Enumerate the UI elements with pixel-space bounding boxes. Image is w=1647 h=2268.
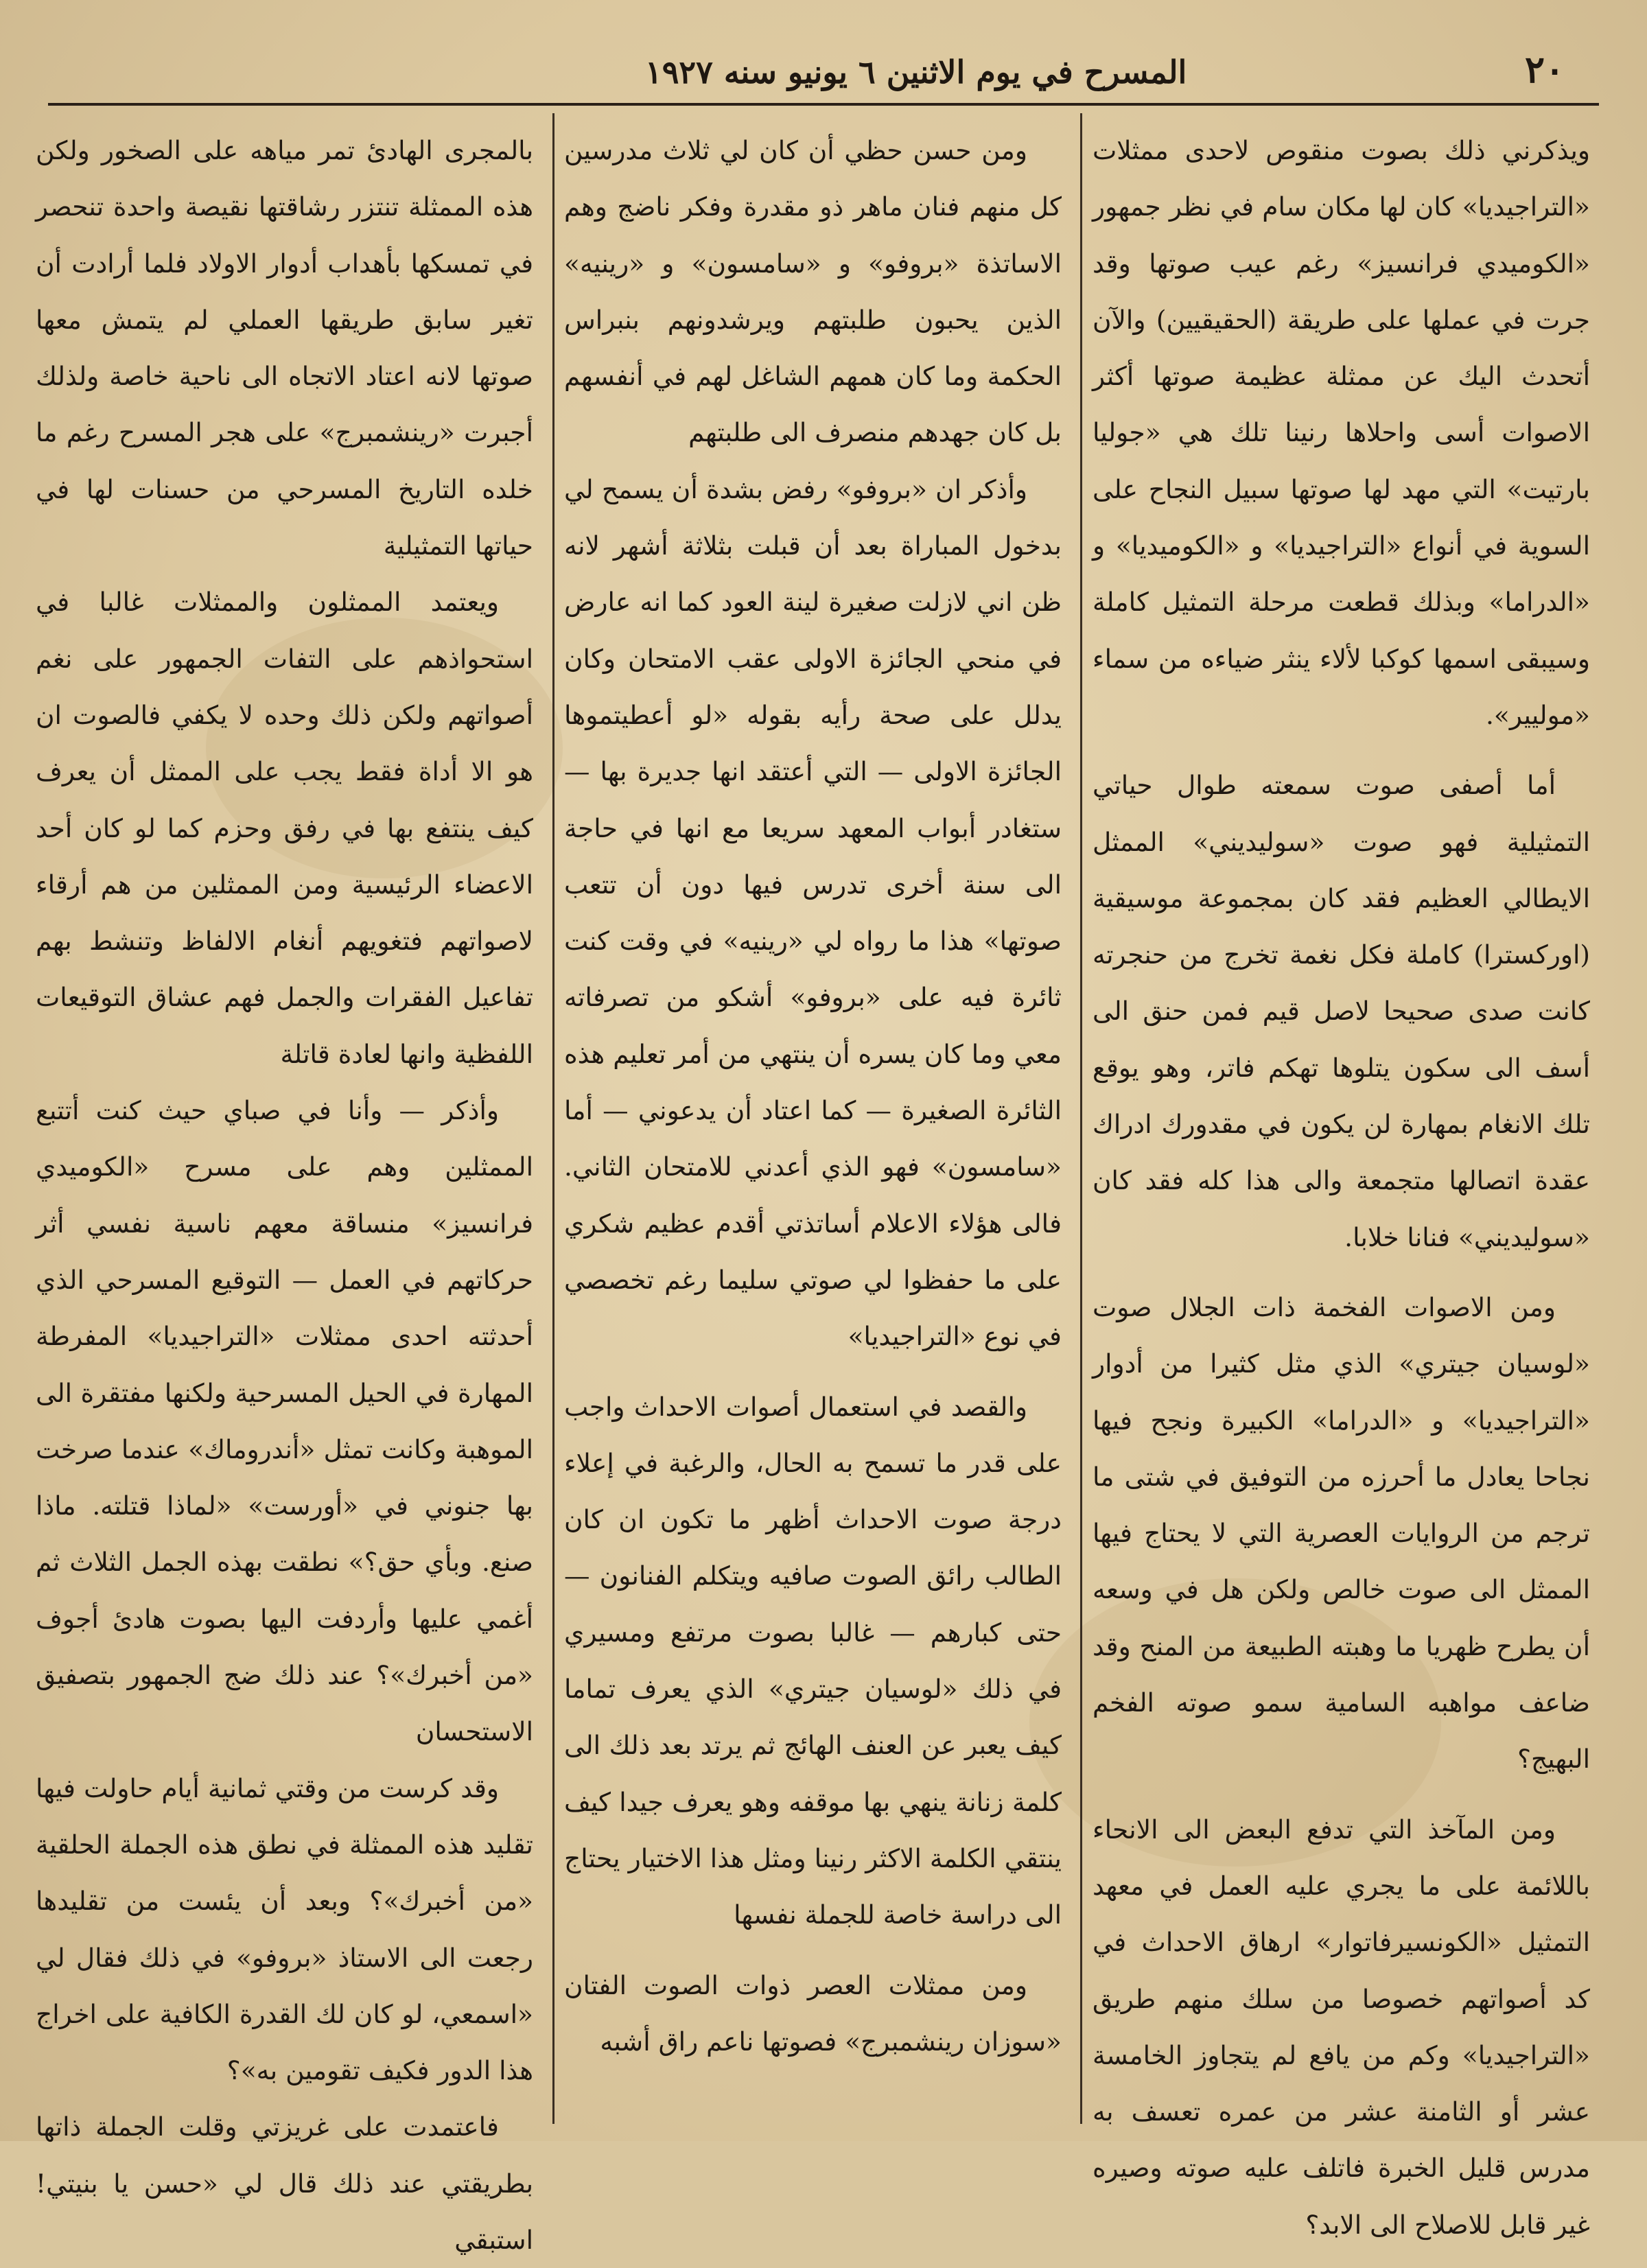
column-rule xyxy=(552,113,554,2124)
column-left xyxy=(36,122,533,2255)
paragraph: أما أصفى صوت سمعته طوال حياتي التمثيلية فهو صوت «سوليديني» الممثل الايطالي العظيم فقد كان بمجموعة موسيقية (اوركسترا) كاملة فكل نغمة تخرج من حنجرته كانت صدى صحيحا لاصل قيم فمن حنق الى أسف الى سكون يتلوها تهكم فاتر، وهو يوقع تلك الانغام بمهارة لن يكون في مقدورك ادراك عقدة اتصالها متجمعة والى هذا كله فقد كان «سوليديني» فنانا خلابا. xyxy=(1093,770,1590,1252)
paragraph: ومن ممثلات العصر ذوات الصوت الفتان «سوزان رينشمبرج» فصوتها ناعم راق أشبه xyxy=(564,1969,1062,2057)
paragraph: بالمجرى الهادئ تمر مياهه على الصخور ولكن هذه الممثلة تنتزر رشاقتها نقيصة واحدة تنحصر في تمسكها بأهداب أدوار الاولاد فلما أرادت أن تغير سابق طريقها العملي لم يتمش معها صوتها لانه اعتاد الاتجاه الى ناحية خاصة ولذلك أجبرت «رينشمبرج» على هجر المسرح رغم ما خلده التاريخ المسرحي من حسنات لها في حياتها التمثيلية xyxy=(36,135,533,561)
paragraph: ومن حسن حظي أن كان لي ثلاث مدرسين كل منهم فنان ماهر ذو مقدرة وفكر ناضج وهم الاساتذة «بروفو» و «سامسون» و «رينيه» الذين يحبون طلبتهم ويرشدونهم بنبراس الحكمة وما كان همهم الشاغل لهم في أنفسهم بل كان جهدهم منصرف الى طلبتهم xyxy=(564,135,1062,448)
paragraph: فاعتمدت على غريزتي وقلت الجملة ذاتها بطريقتي عند ذلك قال لي «حسن يا بنيتي! استبقي xyxy=(36,2112,533,2255)
running-head: المسرح في يوم الاثنين ٦ يونيو سنه ١٩٢٧ xyxy=(645,54,1187,91)
page-header xyxy=(48,38,1592,91)
paragraph: والقصد في استعمال أصوات الاحداث واجب على قدر ما تسمح به الحال، والرغبة في إعلاء درجة صوت الاحداث أظهر ما تكون ان كان الطالب رائق الصوت صافيه ويتكلم الفنانون — حتى كبارهم — غالبا بصوت مرتفع ومسيري في ذلك «لوسيان جيتري» الذي يعرف تماما كيف يعبر عن العنف الهائج ثم يرتد بعد ذلك الى كلمة زنانة ينهي بها موقفه وهو يعرف جيدا كيف ينتقي الكلمة الاكثر رنينا ومثل هذا الاختيار يحتاج الى دراسة خاصة للجملة نفسها xyxy=(564,1391,1062,1930)
paragraph: وأذكر ان «بروفو» رفض بشدة أن يسمح لي بدخول المباراة بعد أن قبلت بثلاثة أشهر لانه ظن اني لازلت صغيرة لينة العود كما انه عارض في منحي الجائزة الاولى عقب الامتحان وكان يدلل على صحة رأيه بقوله «لو أعطيتموها الجائزة الاولى — التي أعتقد انها جديرة بها — ستغادر أبواب المعهد سريعا مع انها في حاجة الى سنة أخرى تدرس فيها دون أن تتعب صوتها» هذا ما رواه لي «رينيه» في وقت كنت ثائرة فيه على «بروفو» أشكو من تصرفاته معي وما كان يسره أن ينتهي من أمر تعليم هذه الثائرة الصغيرة — كما اعتاد أن يدعوني — أما «سامسون» فهو الذي أعدني للامتحان الثاني. فالى هؤلاء الاعلام أساتذتي أقدم عظيم شكري على ما حفظوا لي صوتي سليما رغم تخصصي في نوع «التراجيديا» xyxy=(564,474,1062,1352)
paragraph: ويذكرني ذلك بصوت منقوص لاحدى ممثلات «التراجيديا» كان لها مكان سام في نظر جمهور «الكوميدي فرانسيز» رغم عيب صوتها وقد جرت في عملها على طريقة (الحقيقيين) والآن أتحدث اليك عن ممثلة عظيمة صوتها أكثر الاصوات أسى واحلاها رنينا تلك هي «جوليا بارتيت» التي مهد لها صوتها سبيل النجاح على السوية في أنواع «التراجيديا» و «الكوميديا» و «الدراما» وبذلك قطعت مرحلة التمثيل كاملة وسيبقى اسمها كوكبا لألاء ينثر ضياءه من سماء «موليير». xyxy=(1093,135,1590,730)
header-rule xyxy=(48,103,1599,106)
page-number: ٢٠ xyxy=(1524,47,1565,91)
paragraph: ويعتمد الممثلون والممثلات غالبا في استحواذهم على التفات الجمهور على نغم أصواتهم ولكن ذلك وحده لا يكفي فالصوت ان هو الا أداة فقط يجب على الممثل أن يعرف كيف ينتفع بها في رفق وحزم كما لو كان أحد الاعضاء الرئيسية ومن الممثلين من هم أرقاء لاصواتهم فتغويهم أنغام الالفاظ وتنشط بهم تفاعيل الفقرات والجمل فهم عشاق التوقيعات اللفظية وانها لعادة قاتلة xyxy=(36,587,533,1069)
column-right xyxy=(1093,122,1590,2240)
paragraph: وأذكر — وأنا في صباي حيث كنت أتتبع الممثلين وهم على مسرح «الكوميدي فرانسيز» منساقة معهم ناسية نفسي أثر حركاتهم في العمل — التوقيع المسرحي الذي أحدثته احدى ممثلات «التراجيديا» المفرطة المهارة في الحيل المسرحية ولكنها مفتقرة الى الموهبة وكانت تمثل «أندروماك» عندما صرخت بها جنوني في «أورست» «لماذا قتلته. ماذا صنع. وبأي حق؟» نطقت بهذه الجمل الثلاث ثم أغمي عليها وأردفت اليها بصوت هادئ أجوف «من أخبرك»؟ عند ذلك ضج الجمهور بتصفيق الاستحسان xyxy=(36,1095,533,1747)
paragraph: وقد كرست من وقتي ثمانية أيام حاولت فيها تقليد هذه الممثلة في نطق هذه الجملة الحلقية «من أخبرك»؟ وبعد أن يئست من تقليدها رجعت الى الاستاذ «بروفو» في ذلك فقال لي «اسمعي، لو كان لك القدرة الكافية على اخراج هذا الدور فكيف تقومين به»؟ xyxy=(36,1773,533,2086)
paragraph: ومن الاصوات الفخمة ذات الجلال صوت «لوسيان جيتري» الذي مثل كثيرا من أدوار «التراجيديا» و «الدراما» الكبيرة ونجح فيها نجاحا يعادل ما أحرزه من التوفيق في شتى ما ترجم من الروايات العصرية التي لا يحتاج فيها الممثل الى صوت خالص ولكن هل في وسعه أن يطرح ظهريا ما وهبته الطبيعة من المنح وقد ضاعف مواهبه السامية سمو صوته الفخم البهيج؟ xyxy=(1093,1291,1590,1775)
column-middle xyxy=(564,122,1062,2119)
column-rule xyxy=(1080,113,1082,2124)
paragraph: ومن المآخذ التي تدفع البعض الى الانحاء باللائمة على ما يجري عليه العمل في معهد التمثيل «الكونسيرفاتوار» ارهاق الاحداث في كد أصواتهم خصوصا من سلك منهم طريق «التراجيديا» وكم من يافع لم يتجاوز الخامسة عشر أو الثامنة عشر من عمره تعسف به مدرس قليل الخبرة فاتلف عليه صوته وصيره غير قابل للاصلاح الى الابد؟ xyxy=(1093,1814,1590,2240)
